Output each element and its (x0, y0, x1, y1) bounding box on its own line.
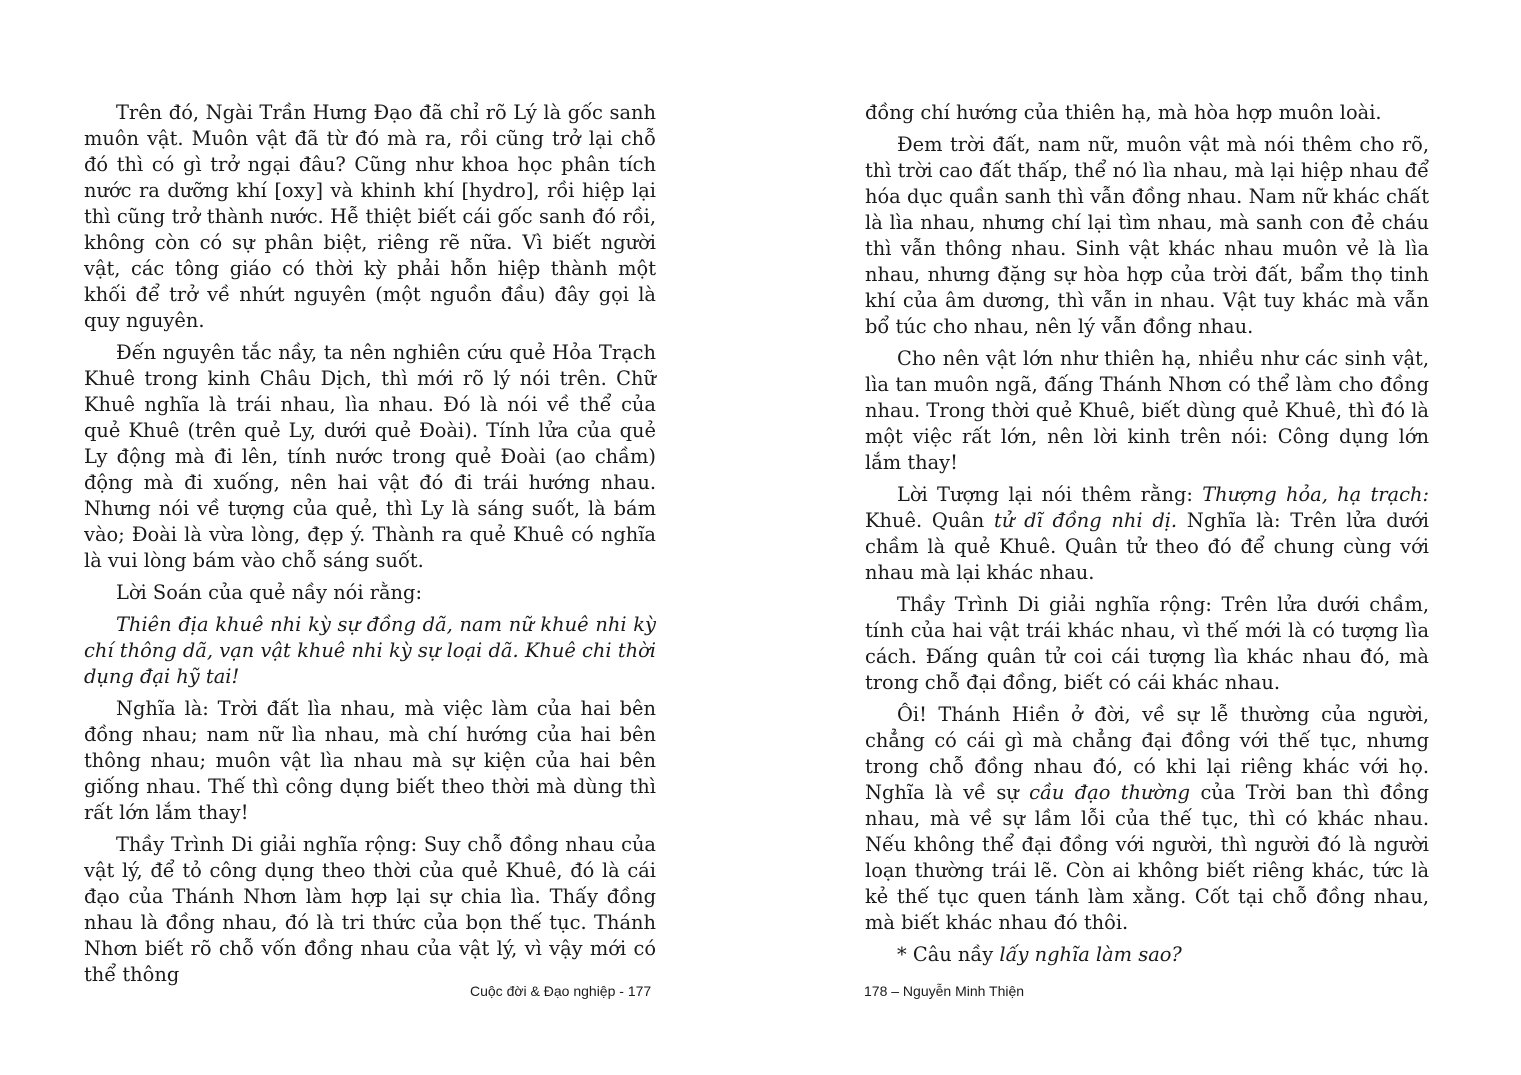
question-paragraph (865, 942, 1429, 968)
paragraph: Đem trời đất, nam nữ, muôn vật mà nói thêm cho rõ, thì trời cao đất thấp, thể nó lìa nhau, mà lại hiệp nhau để hóa dục quần sanh thì vẫn đồng nhau. Nam nữ khác chất là lìa nhau, nhưng chí lại tìm nhau, mà sanh con đẻ cháu thì vẫn thông nhau. Sinh vật khác nhau muôn vẻ là lìa nhau, nhưng đặng sự hòa hợp của trời đất, bẩm thọ tinh khí của âm dương, thì vẫn in nhau. Vật tuy khác mà vẫn bổ túc cho nhau, nên lý vẫn đồng nhau. (865, 133, 1429, 338)
paragraph: Lời Soán của quẻ nầy nói rằng: (116, 581, 422, 604)
tuong-italic-2: tử dĩ đồng nhi dị. (994, 509, 1178, 532)
tuong-plain-1: Khuê. Quân (865, 509, 995, 532)
paragraph: Cho nên vật lớn như thiên hạ, nhiều như các sinh vật, lìa tan muôn ngã, đấng Thánh Nhơn có thể làm cho đồng nhau. Trong thời quẻ Khuê, biết dùng quẻ Khuê, thì đó là một việc rất lớn, nên lời kinh trên nói: Công dụng lớn lắm thay! (865, 347, 1429, 474)
tuong-italic-1: Thượng hỏa, hạ trạch: (1202, 483, 1430, 506)
tuong-lead: Lời Tượng lại nói thêm rằng: (897, 483, 1203, 506)
quote-paragraph (84, 612, 656, 690)
oi-rest: của Trời ban thì đồng nhau, mà về sự lầm lỗi của thế tục, thì có khác nhau. Nếu không thể đại đồng với người, thì người đó là người loạn thường trái lẽ. Còn ai không biết riêng khác, tức là kẻ thế tục quen tánh làm xằng. Cốt tại chỗ đồng nhau, mà biết khác nhau đó thôi. (865, 781, 1429, 934)
left-page-footer: Cuộc đời & Đạo nghiệp - 177 (470, 983, 652, 999)
oi-paragraph (865, 702, 1429, 936)
question-italic: lấy nghĩa làm sao? (999, 943, 1182, 966)
paragraph: Đến nguyên tắc nầy, ta nên nghiên cứu quẻ Hỏa Trạch Khuê trong kinh Châu Dịch, thì mới rõ lý nói trên. Chữ Khuê nghĩa là trái nhau, lìa nhau. Đó là nói về thể của quẻ Khuê (trên quẻ Ly, dưới quẻ Đoài). Tính lửa của quẻ Ly động mà đi lên, tính nước trong quẻ Đoài (ao chầm) động mà đi xuống, nên hai vật đó đi trái hướng nhau. Nhưng nói về tượng của quẻ, thì Ly là sáng suốt, là bám vào; Đoài là vừa lòng, đẹp ý. Thành ra quẻ Khuê có nghĩa là vui lòng bám vào chỗ sáng suốt. (84, 341, 656, 572)
question-lead: * Câu nầy (897, 943, 1000, 966)
paragraph: Trên đó, Ngài Trần Hưng Đạo đã chỉ rõ Lý là gốc sanh muôn vật. Muôn vật đã từ đó mà ra, rồi cũng trở lại chỗ đó thì có gì trở ngại đâu? Cũng như khoa học phân tích nước ra dưỡng khí [oxy] và khinh khí [hydro], rồi hiệp lại thì cũng trở thành nước. Hễ thiệt biết cái gốc sanh đó rồi, không còn có sự phân biệt, riêng rẽ nữa. Vì biết người vật, các tông giáo có thời kỳ phải hỗn hiệp thành một khối để trở về nhứt nguyên (một nguồn đầu) đây gọi là quy nguyên. (84, 101, 656, 332)
oi-lead: Ôi! Thánh Hiền ở đời, về sự lễ thường của người, chẳng có cái gì mà chẳng đại đồng với thế tục, nhưng trong chỗ đồng nhau đó, có khi lại riêng khác với họ. Nghĩa là về sự (865, 703, 1429, 804)
quote-text: Thiên địa khuê nhi kỳ sự đồng dã, nam nữ khuê nhi kỳ chí thông dã, vạn vật khuê nhi kỳ sự loại dã. Khuê chi thời dụng đại hỹ tai! (84, 613, 656, 688)
right-page (865, 100, 1429, 974)
tuong-rest: Nghĩa là: Trên lửa dưới chầm là quẻ Khuê. Quân tử theo đó để chung cùng với nhau mà lại khác nhau. (865, 509, 1430, 584)
oi-italic: cầu đạo thường (1029, 781, 1191, 804)
tuong-paragraph (865, 482, 1429, 586)
paragraph: Thầy Trình Di giải nghĩa rộng: Suy chỗ đồng nhau của vật lý, để tỏ công dụng theo thời của quẻ Khuê, đó là cái đạo của Thánh Nhơn làm hợp lại sự chia lìa. Thấy đồng nhau là đồng nhau, đó là tri thức của bọn thế tục. Thánh Nhơn biết rõ chỗ vốn đồng nhau của vật lý, vì vậy mới có thể thông (84, 833, 656, 986)
continuation-line: đồng chí hướng của thiên hạ, mà hòa hợp muôn loài. (865, 101, 1382, 124)
paragraph: Thầy Trình Di giải nghĩa rộng: Trên lửa dưới chầm, tính của hai vật trái khác nhau, vì thế mới là có tượng lìa cách. Đấng quân tử coi cái tượng lìa khác nhau đó, mà trong chỗ đại đồng, biết có cái khác nhau. (865, 593, 1429, 694)
right-page-footer: 178 – Nguyễn Minh Thiện (864, 983, 1025, 999)
paragraph: Nghĩa là: Trời đất lìa nhau, mà việc làm của hai bên đồng nhau; nam nữ lìa nhau, mà chí hướng của hai bên thông nhau; muôn vật lìa nhau mà sự kiện của hai bên giống nhau. Thế thì công dụng biết theo thời mà dùng thì rất lớn lắm thay! (84, 697, 656, 824)
left-page (84, 100, 656, 994)
